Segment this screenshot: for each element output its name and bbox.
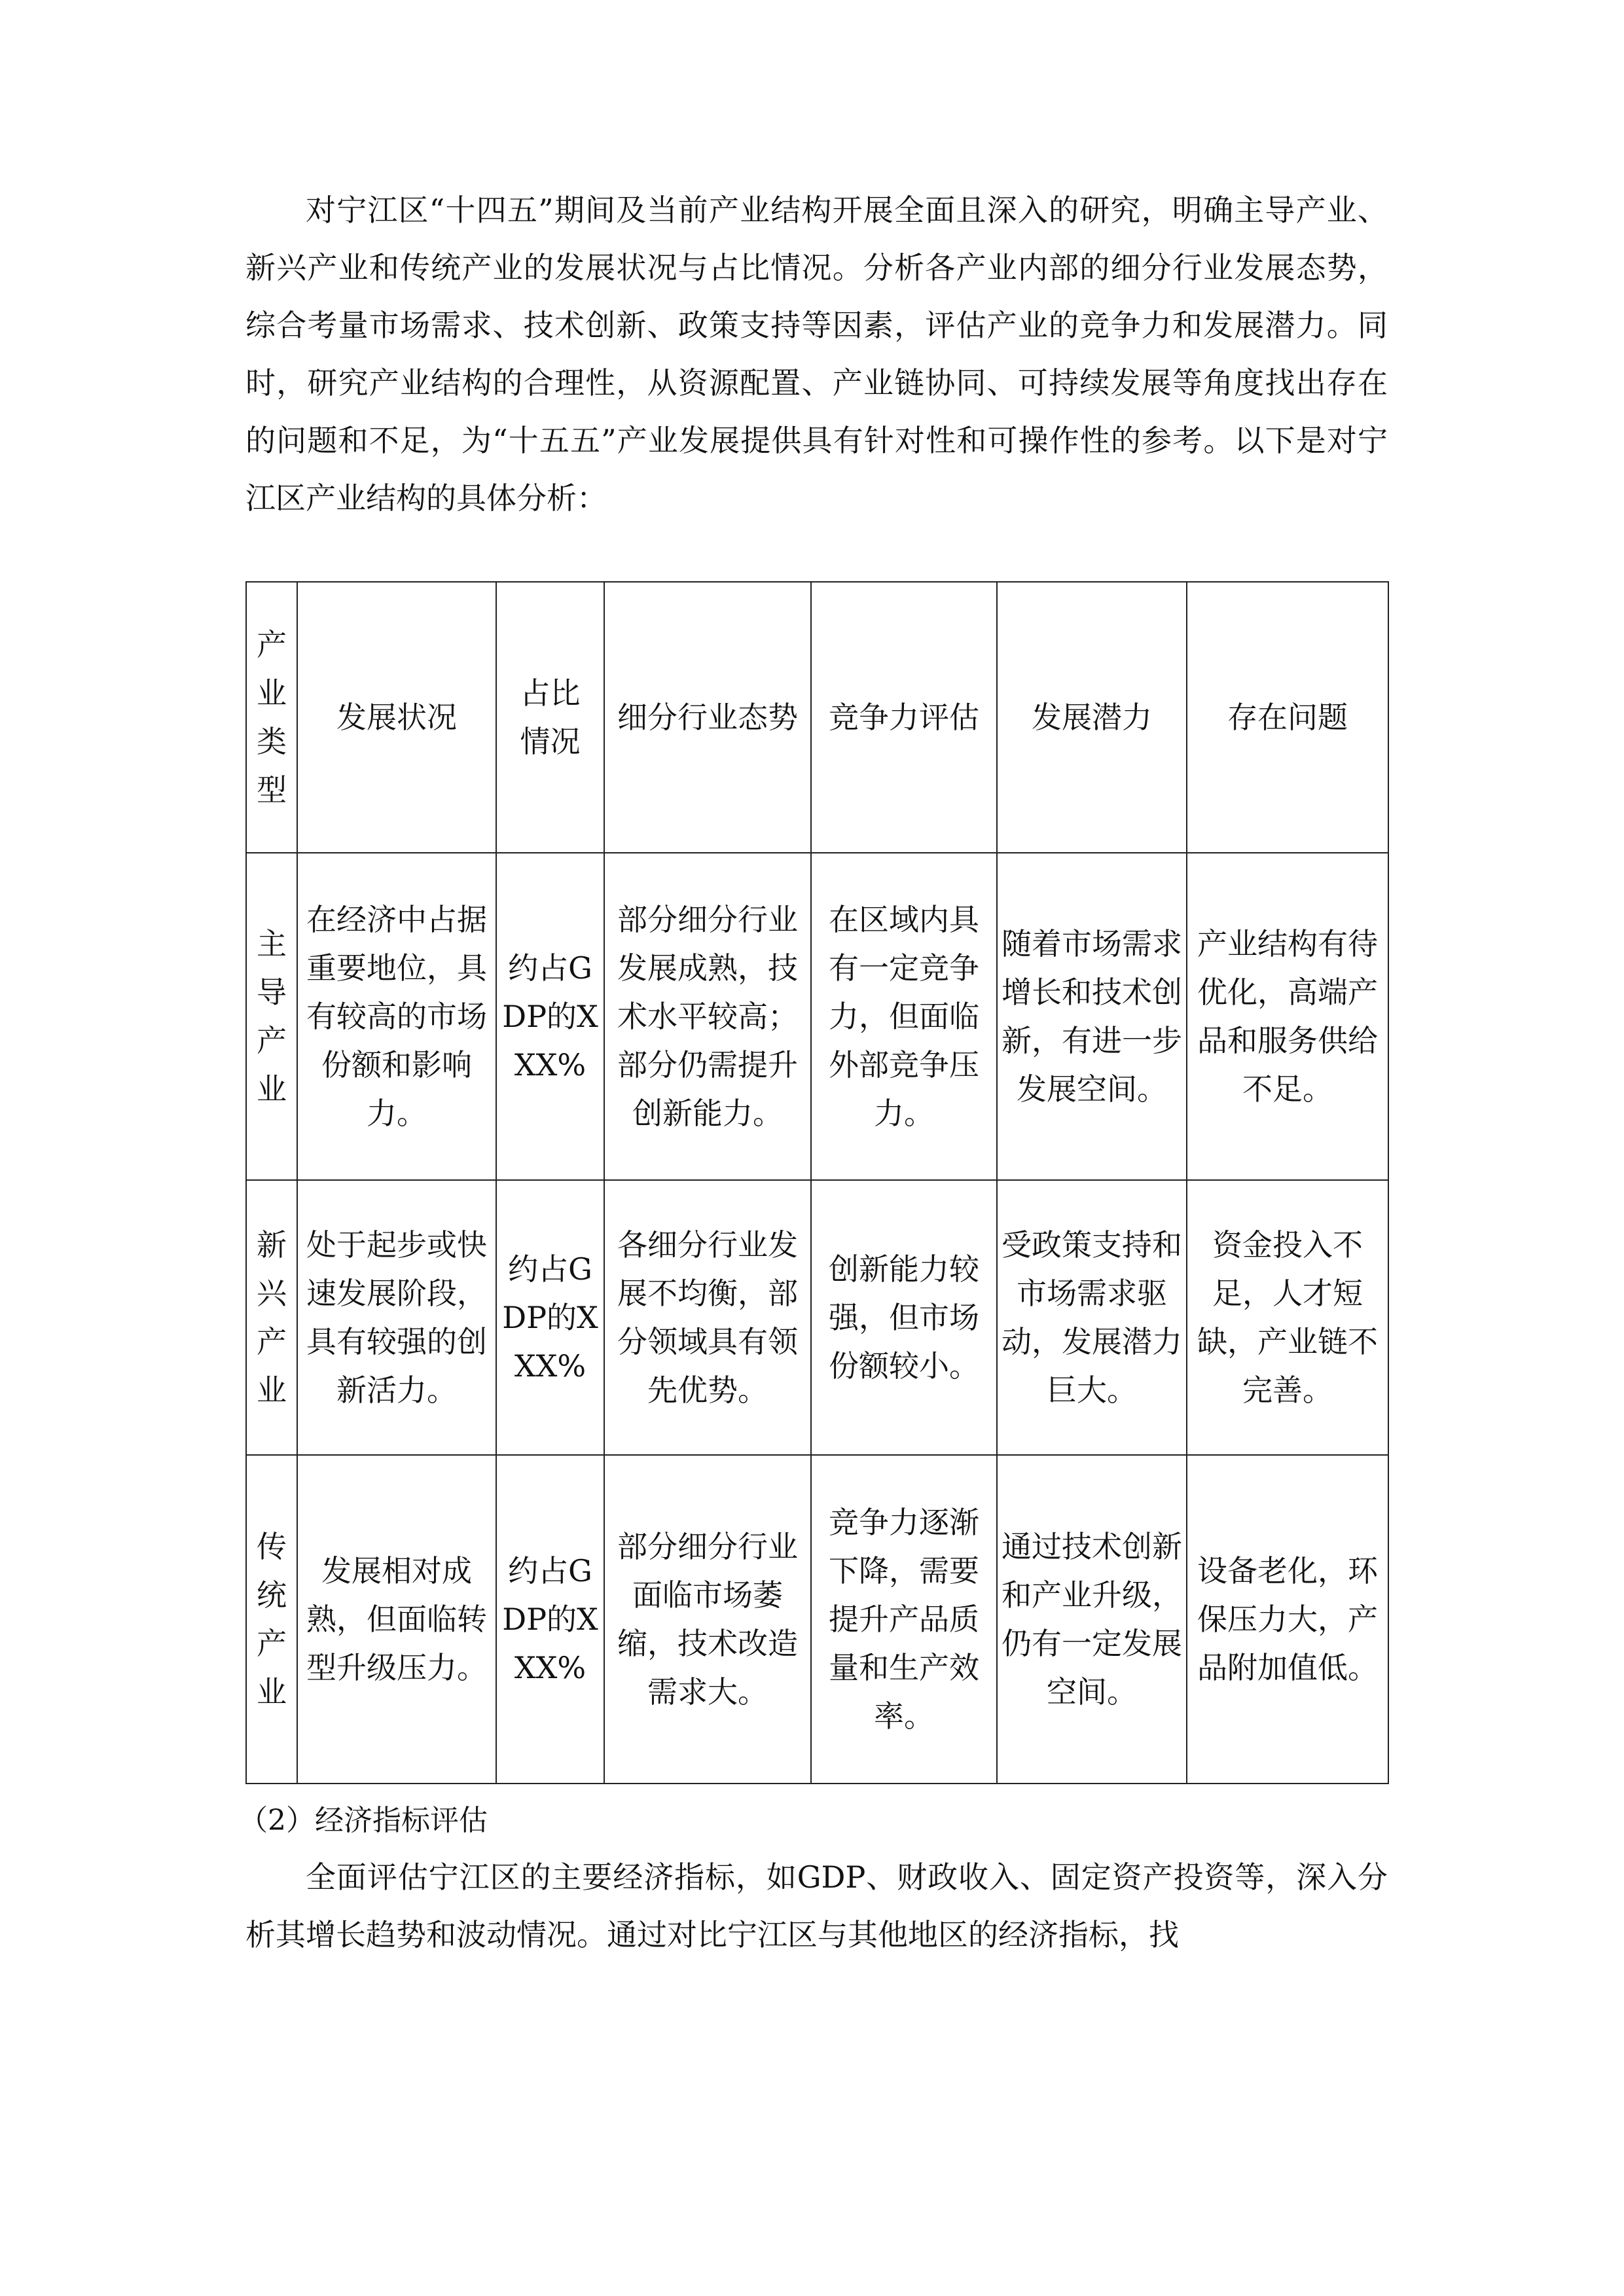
cell-competitiveness: 竞争力逐渐下降，需要提升产品质量和生产效率。 xyxy=(811,1455,997,1784)
header-problems: 存在问题 xyxy=(1187,582,1388,853)
table-header-row xyxy=(246,582,1388,853)
table-row xyxy=(246,1455,1388,1784)
cell-type: 新兴产业 xyxy=(246,1180,297,1455)
cell-type: 主导产业 xyxy=(246,853,297,1180)
intro-paragraph: 对宁江区“十四五”期间及当前产业结构开展全面且深入的研究，明确主导产业、新兴产业和传统产业的发展状况与占比情况。分析各产业内部的细分行业发展态势，综合考量市场需求、技术创新、政策支持等因素，评估产业的竞争力和发展潜力。同时，研究产业结构的合理性，从资源配置、产业链协同、可持续发展等角度找出存在的问题和不足，为“十五五”产业发展提供具有针对性和可操作性的参考。以下是对宁江区产业结构的具体分析： xyxy=(245,192,1388,516)
cell-problems: 资金投入不足，人才短缺，产业链不完善。 xyxy=(1187,1180,1388,1455)
cell-status: 处于起步或快速发展阶段，具有较强的创新活力。 xyxy=(297,1180,496,1455)
cell-problems: 产业结构有待优化，高端产品和服务供给不足。 xyxy=(1187,853,1388,1180)
cell-share: 约占GDP的XXX% xyxy=(496,853,604,1180)
cell-share: 约占GDP的XXX% xyxy=(496,1180,604,1455)
header-share: 占比情况 xyxy=(496,582,604,853)
header-status: 发展状况 xyxy=(297,582,496,853)
cell-share: 约占GDP的XXX% xyxy=(496,1455,604,1784)
closing-paragraph: 全面评估宁江区的主要经济指标，如GDP、财政收入、固定资产投资等，深入分析其增长趋势和波动情况。通过对比宁江区与其他地区的经济指标，找 xyxy=(245,1859,1388,1952)
cell-competitiveness: 在区域内具有一定竞争力，但面临外部竞争压力。 xyxy=(811,853,997,1180)
cell-potential: 受政策支持和市场需求驱动，发展潜力巨大。 xyxy=(997,1180,1187,1455)
header-trend: 细分行业态势 xyxy=(604,582,811,853)
cell-trend: 部分细分行业发展成熟，技术水平较高；部分仍需提升创新能力。 xyxy=(604,853,811,1180)
cell-potential: 通过技术创新和产业升级，仍有一定发展空间。 xyxy=(997,1455,1187,1784)
cell-trend: 部分细分行业面临市场萎缩，技术改造需求大。 xyxy=(604,1455,811,1784)
cell-problems: 设备老化，环保压力大，产品附加值低。 xyxy=(1187,1455,1388,1784)
header-potential: 发展潜力 xyxy=(997,582,1187,853)
header-industry-type: 产业类型 xyxy=(246,582,297,853)
header-competitiveness: 竞争力评估 xyxy=(811,582,997,853)
table-row xyxy=(246,1180,1388,1455)
cell-competitiveness: 创新能力较强，但市场份额较小。 xyxy=(811,1180,997,1455)
section-heading: （2）经济指标评估 xyxy=(239,1804,488,1837)
cell-potential: 随着市场需求增长和技术创新，有进一步发展空间。 xyxy=(997,853,1187,1180)
cell-trend: 各细分行业发展不均衡，部分领域具有领先优势。 xyxy=(604,1180,811,1455)
industry-structure-table xyxy=(245,581,1389,1784)
table-row xyxy=(246,853,1388,1180)
cell-status: 发展相对成熟，但面临转型升级压力。 xyxy=(297,1455,496,1784)
cell-type: 传统产业 xyxy=(246,1455,297,1784)
cell-status: 在经济中占据重要地位，具有较高的市场份额和影响力。 xyxy=(297,853,496,1180)
